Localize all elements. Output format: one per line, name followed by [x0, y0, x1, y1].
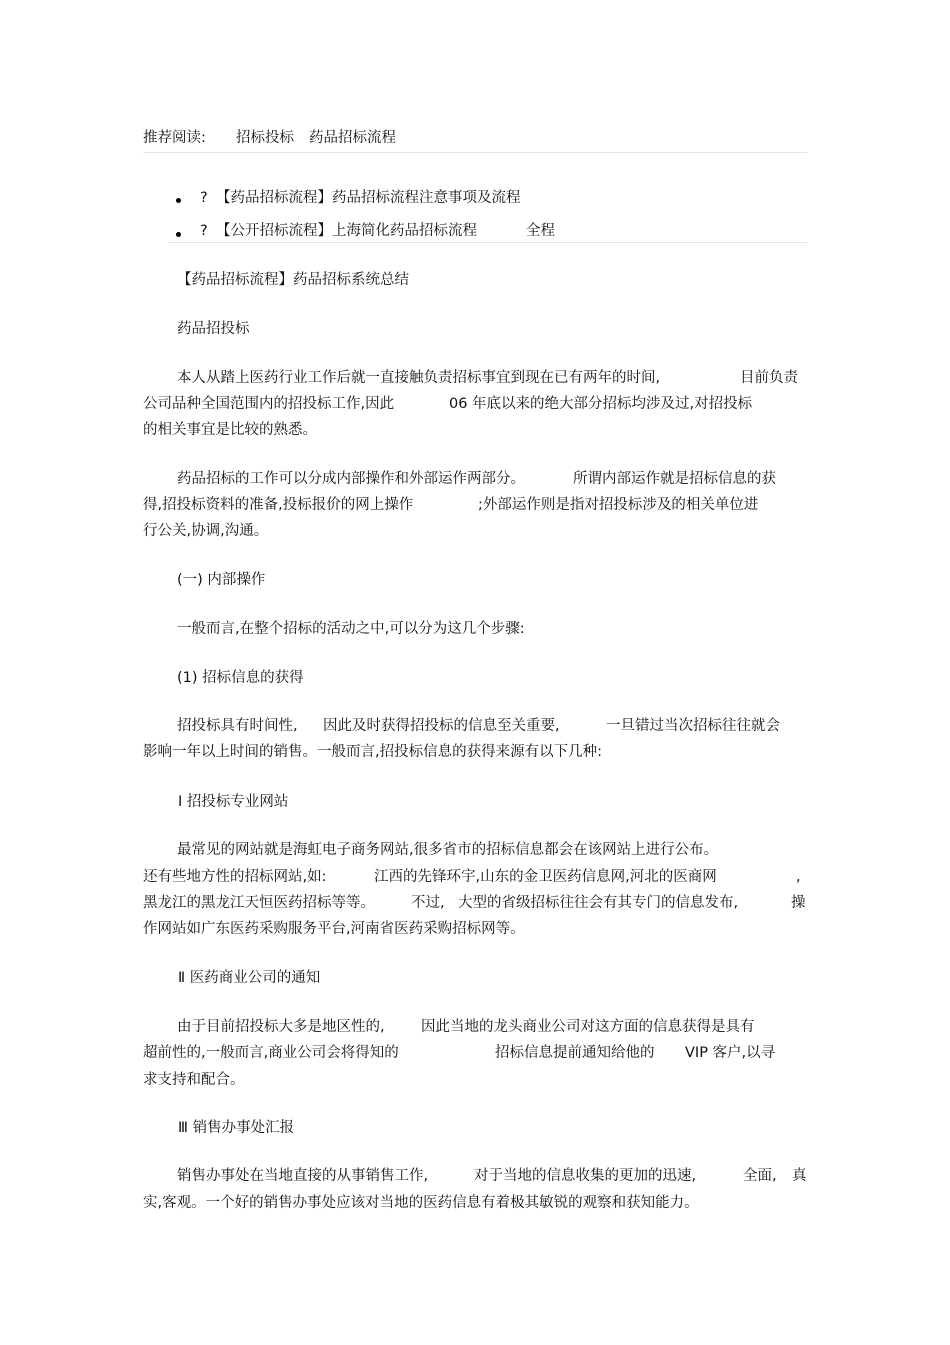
paragraph-6-line-2c: VIP 客户,以寻	[685, 1045, 776, 1061]
heading-step-1: (1) 招标信息的获得	[177, 670, 304, 686]
related-link-1[interactable]: 【药品招标流程】药品招标流程注意事项及流程	[216, 190, 521, 206]
paragraph-5-line-2a: 还有些地方性的招标网站,如:	[143, 869, 327, 885]
paragraph-5-line-4: 作网站如广东医药采购服务平台,河南省医药采购招标网等。	[143, 921, 525, 937]
paragraph-4-line-1b: 因此及时获得招投标的信息至关重要,	[323, 718, 560, 734]
paragraph-2-line-2b: ;外部运作则是指对招投标涉及的相关单位进	[478, 497, 759, 513]
paragraph-5-line-2c: ,	[796, 869, 801, 885]
paragraph-4-line-2: 影响一年以上时间的销售。一般而言,招投标信息的获得来源有以下几种:	[143, 744, 602, 760]
paragraph-1-line-3: 的相关事宜是比较的熟悉。	[143, 422, 317, 438]
paragraph-2-line-1b: 所谓内部运作就是招标信息的获	[573, 471, 776, 487]
paragraph-7-line-1b: 对于当地的信息收集的更加的迅速,	[474, 1168, 697, 1184]
divider-top	[143, 152, 807, 153]
paragraph-3: 一般而言,在整个招标的活动之中,可以分为这几个步骤:	[177, 621, 525, 637]
paragraph-4-line-1a: 招投标具有时间性,	[177, 718, 298, 734]
list-item-prefix: ?	[200, 190, 208, 206]
paragraph-5-line-3d: 操	[791, 895, 806, 911]
heading-internal-operations: (一) 内部操作	[177, 572, 266, 588]
paragraph-6-line-1b: 因此当地的龙头商业公司对这方面的信息获得是具有	[421, 1019, 755, 1035]
paragraph-4-line-1c: 一旦错过当次招标往往就会	[606, 718, 780, 734]
article-title: 【药品招标流程】药品招标系统总结	[177, 272, 409, 288]
paragraph-1-line-2a: 公司品种全国范围内的招投标工作,因此	[143, 396, 395, 412]
recommend-label: 推荐阅读:	[143, 130, 206, 146]
paragraph-5-line-1: 最常见的网站就是海虹电子商务网站,很多省市的招标信息都会在该网站上进行公布。	[177, 842, 719, 858]
bullet-icon	[176, 198, 181, 203]
paragraph-7-line-2: 实,客观。一个好的销售办事处应该对当地的医药信息有着极其敏锐的观察和获知能力。	[143, 1195, 699, 1211]
divider-list	[168, 242, 807, 243]
paragraph-6-line-2b: 招标信息提前通知给他的	[495, 1045, 655, 1061]
article-subtitle: 药品招投标	[177, 321, 250, 337]
bullet-icon	[176, 232, 181, 237]
paragraph-5-line-3b: 不过,	[411, 895, 445, 911]
list-item-prefix: ?	[200, 223, 208, 239]
paragraph-7-line-1a: 销售办事处在当地直接的从事销售工作,	[177, 1168, 429, 1184]
heading-source-i: Ⅰ 招投标专业网站	[178, 794, 289, 810]
paragraph-1-line-2b: 06 年底以来的绝大部分招标均涉及过,对招投标	[449, 396, 753, 412]
tag-link-drug-bidding-process[interactable]: 药品招标流程	[309, 130, 396, 146]
paragraph-7-line-1d: 真	[792, 1168, 807, 1184]
tag-link-bidding[interactable]: 招标投标	[236, 130, 294, 146]
paragraph-2-line-3: 行公关,协调,沟通。	[143, 523, 269, 539]
paragraph-5-line-3a: 黑龙江的黑龙江天恒医药招标等等。	[143, 895, 375, 911]
related-link-2-suffix: 全程	[526, 223, 555, 239]
paragraph-2-line-2a: 得,招投标资料的准备,投标报价的网上操作	[143, 497, 414, 513]
paragraph-1-line-1a: 本人从踏上医药行业工作后就一直接触负责招标事宜到现在已有两年的时间,	[177, 370, 661, 386]
related-link-2[interactable]: 【公开招标流程】上海简化药品招标流程	[216, 223, 477, 239]
paragraph-7-line-1c: 全面,	[743, 1168, 777, 1184]
paragraph-5-line-2b: 江西的先锋环宇,山东的金卫医药信息网,河北的医商网	[374, 869, 717, 885]
heading-source-iii: Ⅲ 销售办事处汇报	[178, 1120, 295, 1136]
paragraph-1-line-1b: 目前负责	[740, 370, 798, 386]
paragraph-6-line-3: 求支持和配合。	[143, 1072, 245, 1088]
heading-source-ii: Ⅱ 医药商业公司的通知	[178, 970, 321, 986]
paragraph-6-line-2a: 超前性的,一般而言,商业公司会将得知的	[143, 1045, 399, 1061]
paragraph-5-line-3c: 大型的省级招标往往会有其专门的信息发布,	[458, 895, 739, 911]
paragraph-2-line-1a: 药品招标的工作可以分成内部操作和外部运作两部分。	[177, 471, 525, 487]
paragraph-6-line-1a: 由于目前招投标大多是地区性的,	[177, 1019, 385, 1035]
